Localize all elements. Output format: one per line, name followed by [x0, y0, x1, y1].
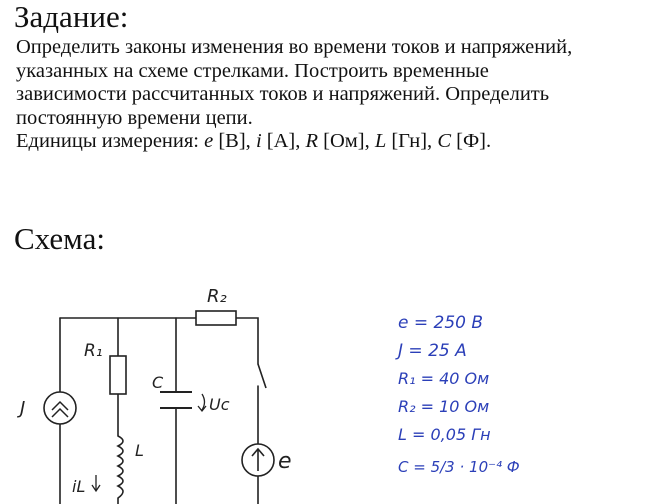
circuit-diagram: [0, 268, 666, 504]
unit-c-symbol: C: [437, 130, 451, 152]
unit-e: [В],: [213, 130, 256, 152]
param-r1: R₁ = 40 Ом: [398, 369, 490, 388]
param-e: e = 250 В: [398, 313, 484, 333]
resistor-r2: [196, 311, 236, 325]
units-prefix: Единицы измерения:: [16, 130, 205, 152]
unit-i: [А],: [261, 130, 306, 152]
scheme-title: Схема:: [14, 221, 105, 256]
param-c: C = 5/3 · 10⁻⁴ Ф: [398, 458, 520, 476]
unit-l: [Гн],: [386, 130, 438, 152]
task-line-4: постоянную времени цепи.: [16, 106, 253, 129]
task-description: [16, 36, 656, 154]
label-il: iL: [72, 477, 86, 496]
task-line-2: указанных на схеме стрелками. Построить временные: [16, 59, 489, 82]
label-uc: Uc: [209, 395, 230, 414]
label-c: C: [152, 373, 164, 392]
label-l: L: [135, 441, 144, 460]
task-line-3: зависимости рассчитанных токов и напряжений. Определить: [16, 83, 550, 105]
uc-arrow: [198, 394, 206, 411]
unit-i-symbol: i: [255, 130, 262, 152]
task-line-1: Определить законы изменения во времени токов и напряжений,: [16, 36, 573, 58]
unit-l-symbol: L: [374, 130, 387, 152]
inductor-l: [118, 436, 123, 498]
param-r2: R₂ = 10 Ом: [398, 397, 490, 416]
current-source-j: [44, 392, 76, 424]
param-l: L = 0,05 Гн: [398, 425, 491, 444]
unit-r-symbol: R: [305, 130, 319, 152]
unit-c: [Ф].: [451, 130, 492, 152]
parameter-list: [395, 313, 520, 476]
il-arrow: [92, 475, 100, 491]
resistor-r1: [110, 356, 126, 394]
voltage-source-e: [242, 444, 274, 476]
label-r1: R₁: [84, 341, 103, 361]
label-e: e: [278, 449, 292, 474]
unit-r: [Ом],: [318, 130, 375, 152]
label-r2: R₂: [207, 286, 227, 307]
unit-e-symbol: e: [204, 130, 214, 152]
switch: [258, 364, 266, 388]
units-line: [16, 130, 656, 154]
label-j: J: [20, 398, 26, 419]
capacitor: [160, 392, 192, 408]
param-j: J = 25 А: [398, 341, 467, 361]
task-title: Задание:: [14, 0, 129, 34]
